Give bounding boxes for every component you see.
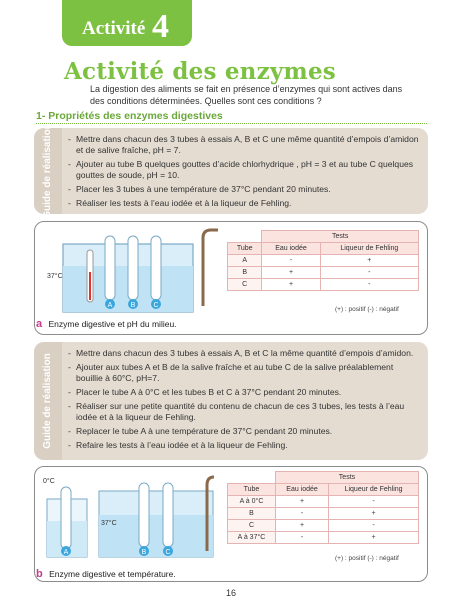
section-divider bbox=[36, 123, 427, 124]
guide-step: - Placer le tube A à 0°C et les tubes B et C à 37°C pendant 20 minutes. bbox=[68, 387, 420, 398]
cell: - bbox=[329, 520, 419, 532]
guide-tab-1 bbox=[34, 123, 62, 219]
cell: + bbox=[329, 508, 419, 520]
col-header: Eau iodée bbox=[275, 484, 328, 496]
guide-label-1: Guide de réalisation bbox=[42, 123, 53, 219]
cell: C bbox=[228, 279, 262, 291]
tube-a-cold bbox=[61, 487, 71, 549]
cell: A à 0°C bbox=[228, 496, 276, 508]
cell: + bbox=[262, 267, 320, 279]
thermometer-mercury bbox=[89, 272, 91, 300]
guide-step: - Mettre dans chacun des 3 tubes à essais A, B et C une même quantité d’empois d’amidon et de salive fraîche, pH = 7. bbox=[68, 134, 420, 156]
activity-number: 4 bbox=[152, 8, 169, 45]
cell: + bbox=[329, 532, 419, 544]
tube-c bbox=[151, 236, 161, 300]
page-number: 16 bbox=[226, 588, 237, 598]
results-table-a bbox=[227, 230, 419, 291]
tube-b-warm bbox=[139, 483, 149, 547]
tube-c-warm bbox=[163, 483, 173, 547]
tube-a bbox=[105, 236, 115, 300]
guide-step: - Refaire les tests à l’eau iodée et à la liqueur de Fehling. bbox=[68, 440, 420, 451]
cell: + bbox=[275, 496, 328, 508]
table-row bbox=[228, 508, 419, 520]
beaker-illustration-b bbox=[39, 471, 219, 563]
guide-step: - Réaliser sur une petite quantité du contenu de chacun de ces 3 tubes, les tests à l’eau iodée et à la liqueur de Fehling. bbox=[68, 401, 420, 423]
experiment-b-box bbox=[34, 466, 428, 582]
cell: B bbox=[228, 508, 276, 520]
heater-rod bbox=[203, 230, 218, 306]
guide-step: - Ajouter aux tubes A et B de la salive fraîche et au tube C de la salive préalablement bouillie à 60°C, pH=7. bbox=[68, 362, 420, 384]
guide-box-1 bbox=[34, 123, 428, 219]
guide-list-2 bbox=[68, 348, 420, 454]
guide-step: - Ajouter au tube B quelques gouttes d’acide chlorhydrique , pH = 3 et au tube C quelques gouttes de soude, pH = 10. bbox=[68, 159, 420, 181]
guide-list-1 bbox=[68, 134, 420, 212]
caption-text-b: Enzyme digestive et température. bbox=[49, 569, 176, 579]
cell: + bbox=[320, 255, 418, 267]
caption-b bbox=[36, 568, 176, 580]
tube-label-a: A bbox=[107, 302, 113, 309]
tube-label-b: B bbox=[130, 302, 136, 309]
temperature-label: 37°C bbox=[47, 273, 63, 280]
table-row bbox=[228, 279, 419, 291]
section-heading: 1- Propriétés des enzymes digestives bbox=[36, 110, 223, 122]
cell: + bbox=[275, 520, 328, 532]
cell: A bbox=[228, 255, 262, 267]
results-table-b bbox=[227, 471, 419, 544]
cell: A à 37°C bbox=[228, 532, 276, 544]
cell: - bbox=[320, 279, 418, 291]
table-row bbox=[228, 496, 419, 508]
cell: - bbox=[262, 255, 320, 267]
col-header: Liqueur de Fehling bbox=[320, 243, 418, 255]
cell: C bbox=[228, 520, 276, 532]
tube-label-a: A bbox=[63, 549, 69, 556]
table-row bbox=[228, 267, 419, 279]
cell: + bbox=[262, 279, 320, 291]
activity-tab bbox=[62, 0, 192, 46]
cell: - bbox=[275, 532, 328, 544]
cell: - bbox=[275, 508, 328, 520]
caption-text-a: Enzyme digestive et pH du milieu. bbox=[48, 319, 177, 329]
beaker-illustration-a bbox=[43, 226, 223, 316]
tests-header: Tests bbox=[275, 472, 418, 484]
caption-letter-a: a bbox=[36, 318, 43, 330]
activity-tab-label: Activité bbox=[82, 18, 146, 39]
tube-b bbox=[128, 236, 138, 300]
cold-temp-label: 0°C bbox=[43, 478, 55, 485]
col-header: Eau iodée bbox=[262, 243, 320, 255]
guide-box-2 bbox=[34, 342, 428, 460]
guide-label-2: Guide de réalisation bbox=[42, 353, 53, 449]
col-header: Tube bbox=[228, 484, 276, 496]
table-row bbox=[228, 520, 419, 532]
guide-step: - Replacer le tube A à une température de 37°C pendant 20 minutes. bbox=[68, 426, 420, 437]
caption-a bbox=[36, 318, 177, 330]
table-row bbox=[228, 532, 419, 544]
table-row bbox=[228, 255, 419, 267]
page-title: Activité des enzymes bbox=[64, 58, 336, 85]
cell: B bbox=[228, 267, 262, 279]
cell: - bbox=[329, 496, 419, 508]
guide-tab-2 bbox=[34, 342, 62, 460]
warm-temp-label: 37°C bbox=[101, 520, 117, 527]
tests-header: Tests bbox=[262, 231, 419, 243]
legend-b: (+) : positif (-) : négatif bbox=[335, 555, 399, 562]
intro-paragraph: La digestion des aliments se fait en présence d’enzymes qui sont actives dans des conditions déterminées. Quelles sont ces conditions ? bbox=[90, 84, 403, 106]
guide-step: - Réaliser les tests à l’eau iodée et à la liqueur de Fehling. bbox=[68, 198, 420, 209]
tube-label-b: B bbox=[141, 549, 147, 556]
legend-a: (+) : positif (-) : négatif bbox=[335, 306, 399, 313]
guide-step: - Placer les 3 tubes à une température de 37°C pendant 20 minutes. bbox=[68, 184, 420, 195]
guide-step: - Mettre dans chacun des 3 tubes à essais A, B et C la même quantité d’empois d’amidon. bbox=[68, 348, 420, 359]
cell: - bbox=[320, 267, 418, 279]
col-header: Liqueur de Fehling bbox=[329, 484, 419, 496]
col-header: Tube bbox=[228, 243, 262, 255]
tube-label-c: C bbox=[165, 549, 171, 556]
tube-label-c: C bbox=[153, 302, 159, 309]
caption-letter-b: b bbox=[36, 568, 43, 580]
